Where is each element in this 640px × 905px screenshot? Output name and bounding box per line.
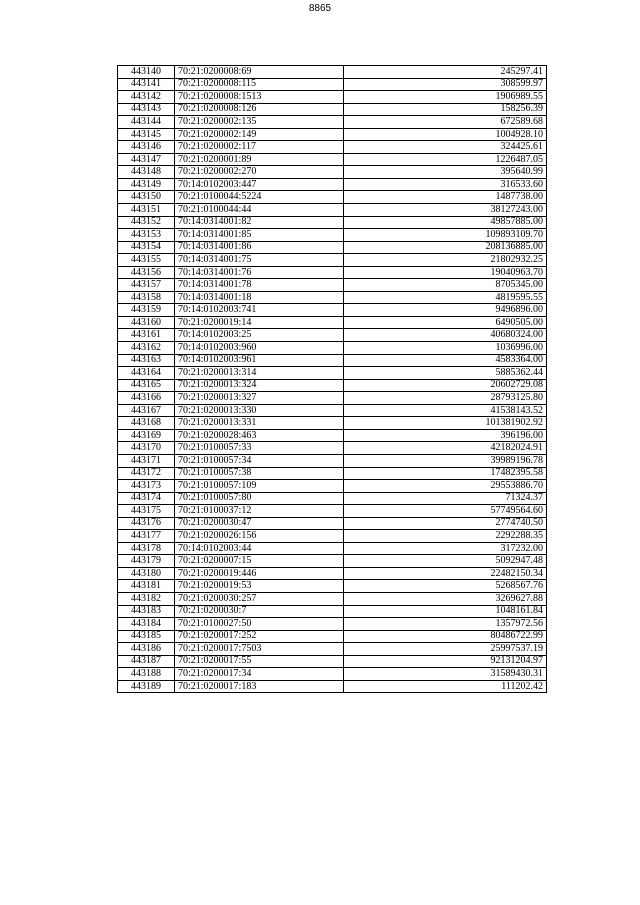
cadastral-number: 70:21:0200028:463 (175, 429, 344, 442)
row-number: 443166 (118, 392, 175, 405)
table-row (118, 191, 547, 204)
cadastral-value: 1048161.84 (344, 605, 547, 618)
table-row (118, 555, 547, 568)
cadastral-number: 70:14:0102003:44 (175, 542, 344, 555)
row-number: 443188 (118, 668, 175, 681)
row-number: 443150 (118, 191, 175, 204)
cadastral-value: 8705345.00 (344, 279, 547, 292)
row-number: 443144 (118, 116, 175, 129)
cadastral-value: 395640.99 (344, 166, 547, 179)
cadastral-number: 70:21:0200026:156 (175, 530, 344, 543)
cadastral-number: 70:14:0102003:25 (175, 329, 344, 342)
table-row (118, 367, 547, 380)
cadastral-value: 38127243.00 (344, 204, 547, 217)
row-number: 443182 (118, 592, 175, 605)
cadastral-number: 70:14:0314001:82 (175, 216, 344, 229)
cadastral-number: 70:21:0200008:69 (175, 66, 344, 79)
cadastral-value: 19040963.70 (344, 266, 547, 279)
row-number: 443181 (118, 580, 175, 593)
cadastral-value: 208136885.00 (344, 241, 547, 254)
cadastral-value: 41538143.52 (344, 404, 547, 417)
cadastral-value: 9496896.00 (344, 304, 547, 317)
cadastral-value: 25997537.19 (344, 643, 547, 656)
table-row (118, 542, 547, 555)
table-row (118, 329, 547, 342)
cadastral-number: 70:21:0200008:115 (175, 78, 344, 91)
table-row (118, 204, 547, 217)
cadastral-number: 70:21:0200002:149 (175, 128, 344, 141)
cadastral-value: 1226487.05 (344, 153, 547, 166)
row-number: 443161 (118, 329, 175, 342)
cadastral-number: 70:21:0200019:53 (175, 580, 344, 593)
table-row (118, 304, 547, 317)
table-row (118, 492, 547, 505)
cadastral-number: 70:21:0200017:34 (175, 668, 344, 681)
row-number: 443157 (118, 279, 175, 292)
table-row (118, 417, 547, 430)
row-number: 443179 (118, 555, 175, 568)
cadastral-number: 70:21:0200019:446 (175, 567, 344, 580)
cadastral-number: 70:21:0100044:5224 (175, 191, 344, 204)
table-row (118, 153, 547, 166)
cadastral-number: 70:21:0200019:14 (175, 316, 344, 329)
cadastral-number: 70:14:0102003:447 (175, 178, 344, 191)
table-row (118, 442, 547, 455)
table-row (118, 655, 547, 668)
cadastral-value: 101381902.92 (344, 417, 547, 430)
cadastral-number: 70:14:0314001:86 (175, 241, 344, 254)
cadastral-value-table (117, 65, 547, 693)
row-number: 443154 (118, 241, 175, 254)
cadastral-number: 70:14:0314001:76 (175, 266, 344, 279)
row-number: 443170 (118, 442, 175, 455)
cadastral-number: 70:21:0100027:50 (175, 618, 344, 631)
row-number: 443153 (118, 229, 175, 242)
cadastral-value: 672589.68 (344, 116, 547, 129)
cadastral-value: 29553886.70 (344, 480, 547, 493)
table-row (118, 241, 547, 254)
table-row (118, 605, 547, 618)
cadastral-number: 70:14:0314001:78 (175, 279, 344, 292)
row-number: 443148 (118, 166, 175, 179)
table-row (118, 668, 547, 681)
table-row (118, 216, 547, 229)
cadastral-number: 70:21:0200030:47 (175, 517, 344, 530)
cadastral-number: 70:21:0200030:7 (175, 605, 344, 618)
row-number: 443189 (118, 680, 175, 693)
table-row (118, 116, 547, 129)
row-number: 443145 (118, 128, 175, 141)
cadastral-value: 40680324.00 (344, 329, 547, 342)
table-row (118, 354, 547, 367)
cadastral-value: 5092947.48 (344, 555, 547, 568)
cadastral-value: 2774740.50 (344, 517, 547, 530)
cadastral-number: 70:21:0200013:331 (175, 417, 344, 430)
row-number: 443164 (118, 367, 175, 380)
cadastral-number: 70:21:0200030:257 (175, 592, 344, 605)
cadastral-number: 70:21:0200008:126 (175, 103, 344, 116)
cadastral-value: 2292288.35 (344, 530, 547, 543)
cadastral-number: 70:14:0314001:75 (175, 254, 344, 267)
cadastral-value: 31589430.31 (344, 668, 547, 681)
cadastral-number: 70:21:0100037:12 (175, 505, 344, 518)
cadastral-number: 70:21:0100044:44 (175, 204, 344, 217)
table-row (118, 580, 547, 593)
cadastral-number: 70:21:0200013:327 (175, 392, 344, 405)
table-row (118, 643, 547, 656)
cadastral-number: 70:21:0200013:314 (175, 367, 344, 380)
row-number: 443180 (118, 567, 175, 580)
cadastral-value: 111202.42 (344, 680, 547, 693)
row-number: 443141 (118, 78, 175, 91)
row-number: 443142 (118, 91, 175, 104)
row-number: 443171 (118, 454, 175, 467)
row-number: 443160 (118, 316, 175, 329)
table-row (118, 680, 547, 693)
cadastral-value: 92131204.97 (344, 655, 547, 668)
row-number: 443163 (118, 354, 175, 367)
cadastral-value: 1906989.55 (344, 91, 547, 104)
table-row (118, 141, 547, 154)
row-number: 443178 (118, 542, 175, 555)
table-row (118, 178, 547, 191)
table-body (118, 66, 547, 693)
cadastral-value: 1004928.10 (344, 128, 547, 141)
cadastral-number: 70:21:0200017:55 (175, 655, 344, 668)
table-row (118, 404, 547, 417)
table-row (118, 379, 547, 392)
cadastral-value: 20602729.08 (344, 379, 547, 392)
row-number: 443168 (118, 417, 175, 430)
cadastral-number: 70:21:0200002:135 (175, 116, 344, 129)
table-row (118, 266, 547, 279)
page-number: 8865 (308, 3, 332, 14)
table-row (118, 66, 547, 79)
row-number: 443167 (118, 404, 175, 417)
row-number: 443172 (118, 467, 175, 480)
row-number: 443185 (118, 630, 175, 643)
row-number: 443140 (118, 66, 175, 79)
table-row (118, 592, 547, 605)
cadastral-value: 71324.37 (344, 492, 547, 505)
cadastral-number: 70:21:0100057:109 (175, 480, 344, 493)
table-row (118, 517, 547, 530)
cadastral-value: 5268567.76 (344, 580, 547, 593)
table-row (118, 467, 547, 480)
table-row (118, 392, 547, 405)
table-row (118, 128, 547, 141)
table-row (118, 567, 547, 580)
row-number: 443143 (118, 103, 175, 116)
cadastral-value: 80486722.99 (344, 630, 547, 643)
row-number: 443165 (118, 379, 175, 392)
cadastral-number: 70:21:0100057:80 (175, 492, 344, 505)
cadastral-number: 70:21:0200013:330 (175, 404, 344, 417)
row-number: 443147 (118, 153, 175, 166)
row-number: 443159 (118, 304, 175, 317)
row-number: 443173 (118, 480, 175, 493)
cadastral-value: 1487738.00 (344, 191, 547, 204)
row-number: 443175 (118, 505, 175, 518)
table-row (118, 78, 547, 91)
cadastral-value: 158256.39 (344, 103, 547, 116)
table-row (118, 530, 547, 543)
cadastral-number: 70:21:0200001:89 (175, 153, 344, 166)
cadastral-value: 42182024.91 (344, 442, 547, 455)
table-row (118, 505, 547, 518)
cadastral-value: 17482395.58 (344, 467, 547, 480)
cadastral-value: 396196.00 (344, 429, 547, 442)
table-row (118, 342, 547, 355)
table-row (118, 316, 547, 329)
table-row (118, 480, 547, 493)
cadastral-value: 1036996.00 (344, 342, 547, 355)
row-number: 443158 (118, 291, 175, 304)
cadastral-number: 70:21:0100057:38 (175, 467, 344, 480)
table-row (118, 291, 547, 304)
row-number: 443149 (118, 178, 175, 191)
cadastral-value: 28793125.80 (344, 392, 547, 405)
cadastral-number: 70:21:0200017:7503 (175, 643, 344, 656)
table-row (118, 229, 547, 242)
table-row (118, 166, 547, 179)
cadastral-number: 70:14:0102003:960 (175, 342, 344, 355)
table-row (118, 630, 547, 643)
table-row (118, 254, 547, 267)
cadastral-number: 70:14:0314001:85 (175, 229, 344, 242)
table-row (118, 454, 547, 467)
cadastral-number: 70:21:0200008:1513 (175, 91, 344, 104)
cadastral-number: 70:21:0200017:183 (175, 680, 344, 693)
cadastral-number: 70:14:0314001:18 (175, 291, 344, 304)
cadastral-value: 245297.41 (344, 66, 547, 79)
table-row (118, 91, 547, 104)
cadastral-number: 70:21:0100057:33 (175, 442, 344, 455)
cadastral-value: 49857885.00 (344, 216, 547, 229)
cadastral-number: 70:21:0200002:270 (175, 166, 344, 179)
cadastral-number: 70:21:0200013:324 (175, 379, 344, 392)
cadastral-number: 70:21:0200017:252 (175, 630, 344, 643)
row-number: 443186 (118, 643, 175, 656)
row-number: 443162 (118, 342, 175, 355)
row-number: 443151 (118, 204, 175, 217)
cadastral-number: 70:14:0102003:741 (175, 304, 344, 317)
row-number: 443169 (118, 429, 175, 442)
cadastral-value: 22482150.34 (344, 567, 547, 580)
row-number: 443183 (118, 605, 175, 618)
cadastral-value: 5885362.44 (344, 367, 547, 380)
table-row (118, 279, 547, 292)
cadastral-value: 317232.00 (344, 542, 547, 555)
row-number: 443177 (118, 530, 175, 543)
row-number: 443156 (118, 266, 175, 279)
cadastral-value: 57749564.60 (344, 505, 547, 518)
row-number: 443146 (118, 141, 175, 154)
cadastral-number: 70:21:0200002:117 (175, 141, 344, 154)
row-number: 443176 (118, 517, 175, 530)
cadastral-value: 1357972.56 (344, 618, 547, 631)
row-number: 443184 (118, 618, 175, 631)
table-row (118, 429, 547, 442)
row-number: 443155 (118, 254, 175, 267)
row-number: 443187 (118, 655, 175, 668)
table-row (118, 618, 547, 631)
cadastral-value: 316533.60 (344, 178, 547, 191)
row-number: 443174 (118, 492, 175, 505)
cadastral-value: 324425.61 (344, 141, 547, 154)
table-row (118, 103, 547, 116)
cadastral-value: 4819595.55 (344, 291, 547, 304)
cadastral-value: 3269627.88 (344, 592, 547, 605)
cadastral-value: 109893109.70 (344, 229, 547, 242)
cadastral-number: 70:14:0102003:961 (175, 354, 344, 367)
cadastral-value: 39989196.78 (344, 454, 547, 467)
cadastral-value: 6490505.00 (344, 316, 547, 329)
cadastral-number: 70:21:0200007:15 (175, 555, 344, 568)
cadastral-value: 4583364.00 (344, 354, 547, 367)
cadastral-value: 21802932.25 (344, 254, 547, 267)
cadastral-value: 308599.97 (344, 78, 547, 91)
cadastral-number: 70:21:0100057:34 (175, 454, 344, 467)
row-number: 443152 (118, 216, 175, 229)
